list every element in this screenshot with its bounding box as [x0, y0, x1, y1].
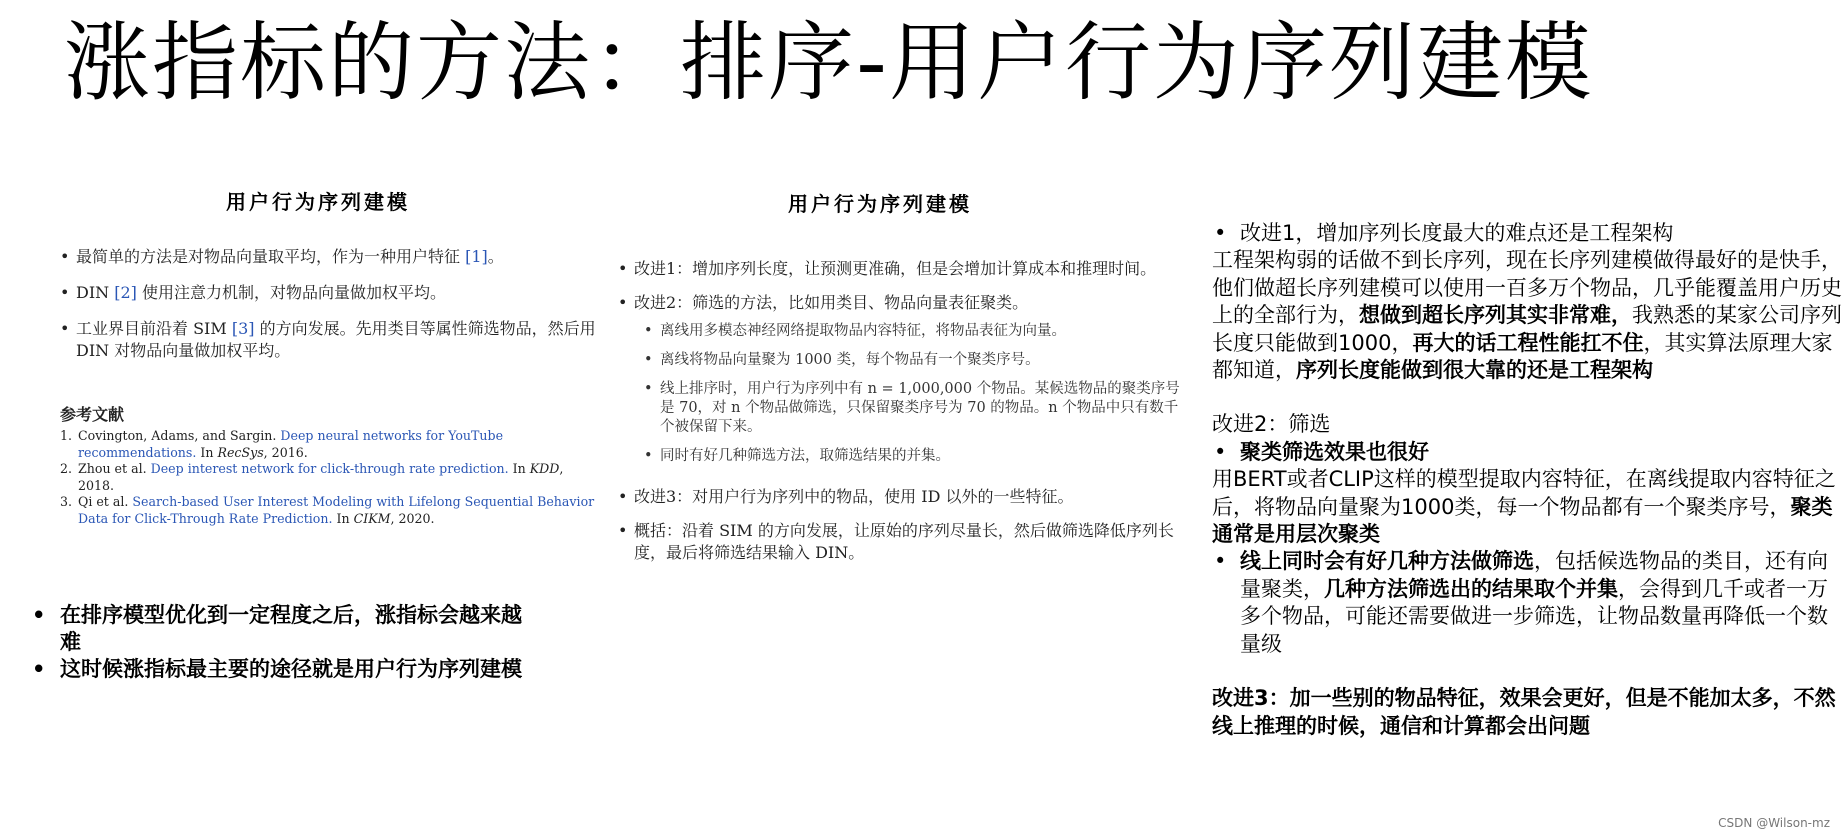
paper2-item: • 改进1：增加序列长度，让预测更准确，但是会增加计算成本和推理时间。	[616, 258, 1186, 280]
imp1-bullet: • 改进1，增加序列长度最大的难点还是工程架构	[1212, 220, 1842, 247]
citation-link[interactable]: [1]	[465, 247, 488, 266]
watermark: CSDN @Wilson-mz	[1718, 816, 1830, 830]
paper1-bullet: • DIN [2] 使用注意力机制，对物品向量做加权平均。	[58, 282, 598, 304]
reference-item: 3. Qi et al. Search-based User Interest Modeling with Lifelong Sequential Behavior Data for Click-Through Rate Prediction. In CIKM, 2020.	[60, 494, 595, 526]
paper1-heading: 用户行为序列建模	[226, 190, 410, 214]
references-list	[60, 428, 600, 527]
imp2-bullet: • 聚类筛选效果也很好	[1212, 439, 1842, 466]
paper2-item: • 改进2：筛选的方法，比如用类目、物品向量表征聚类。 • 离线用多模态神经网络提取物品内容特征，将物品表征为向量。 • 离线将物品向量聚为 1000 类，每个物品有一个聚类序号。 • 线上排序时，用户行为序列中有 n = 1,000,000 个物品。某候选物品的聚类序号是 70，对 n 个物品做筛选，只保留聚类序号为 70 的物品。n 个物品中只有数千个被保留下来。 • 同时有好几种筛选方法，取筛选结果的并集。	[616, 292, 1186, 466]
imp2-title: 改进2：筛选	[1212, 412, 1331, 437]
paper2-subitem: • 同时有好几种筛选方法，取筛选结果的并集。	[634, 447, 1186, 466]
paper2-subitem: • 离线将物品向量聚为 1000 类，每个物品有一个聚类序号。	[634, 351, 1186, 370]
imp1-body: 工程架构弱的话做不到长序列，现在长序列建模做得最好的是快手，他们做超长序列建模可以使用一百多万个物品，几乎能覆盖用户历史上的全部行为，想做到超长序列其实非常难，我熟悉的某家公司序列长度只能做到1000，再大的话工程性能扛不住，其实算法原理大家都知道，序列长度能做到很大靠的还是工程架构	[1212, 248, 1842, 383]
note-item: • 这时候涨指标最主要的途径就是用户行为序列建模	[28, 656, 538, 683]
references-title: 参考文献	[60, 405, 125, 424]
imp2-list-2	[1212, 548, 1842, 658]
paper1-bullets	[58, 246, 598, 376]
paper1-bullet: • 最简单的方法是对物品向量取平均，作为一种用户特征 [1]。	[58, 246, 598, 268]
paper2-subitem: • 离线用多模态神经网络提取物品内容特征，将物品表征为向量。	[634, 322, 1186, 341]
citation-link[interactable]: [2]	[114, 283, 137, 302]
imp2-list-1	[1212, 439, 1842, 466]
citation-link[interactable]: [3]	[231, 319, 255, 338]
imp3-body: 改进3：加一些别的物品特征，效果会更好，但是不能加太多，不然线上推理的时候，通信和计算都会出问题	[1212, 686, 1836, 738]
paper2-item: • 改进3：对用户行为序列中的物品，使用 ID 以外的一些特征。	[616, 486, 1186, 508]
imp2-body: 用BERT或者CLIP这样的模型提取内容特征，在离线提取内容特征之后，将物品向量聚为1000类，每一个物品都有一个聚类序号，聚类通常是用层次聚类	[1212, 467, 1836, 547]
left-notes	[28, 602, 538, 683]
paper2-list	[616, 258, 1186, 576]
imp2-bullet: • 线上同时会有好几种方法做筛选，包括候选物品的类目，还有向量聚类，几种方法筛选出的结果取个并集，会得到几千或者一万多个物品，可能还需要做进一步筛选，让物品数量再降低一个数量级	[1212, 548, 1842, 658]
page-title: 涨指标的方法：排序-用户行为序列建模	[64, 13, 1594, 113]
imp1-list	[1212, 220, 1842, 247]
paper2-item: • 概括：沿着 SIM 的方向发展，让原始的序列尽量长，然后做筛选降低序列长度，最后将筛选结果输入 DIN。	[616, 520, 1186, 564]
reference-link[interactable]: Search-based User Interest Modeling with Lifelong Sequential Behavior Data for Click-Through Rate Prediction.	[78, 494, 595, 526]
paper1-bullet: • 工业界目前沿着 SIM [3] 的方向发展。先用类目等属性筛选物品，然后用 DIN 对物品向量做加权平均。	[58, 318, 598, 362]
paper2-subitem: • 线上排序时，用户行为序列中有 n = 1,000,000 个物品。某候选物品的聚类序号是 70，对 n 个物品做筛选，只保留聚类序号为 70 的物品。n 个物品中只有数千个被保留下来。	[634, 380, 1186, 437]
reference-link[interactable]: Deep neural networks for YouTube recommendations.	[78, 428, 504, 460]
reference-item: 1. Covington, Adams, and Sargin. Deep neural networks for YouTube recommendations. In RecSys, 2016.	[60, 428, 504, 460]
paper2-heading: 用户行为序列建模	[788, 192, 972, 216]
right-notes	[1212, 220, 1842, 740]
paper2-sublist	[634, 322, 1186, 466]
reference-link[interactable]: Deep interest network for click-through rate prediction.	[150, 461, 509, 476]
note-item: • 在排序模型优化到一定程度之后，涨指标会越来越难	[28, 602, 538, 656]
reference-item: 2. Zhou et al. Deep interest network for click-through rate prediction. In KDD, 2018.	[60, 461, 564, 493]
